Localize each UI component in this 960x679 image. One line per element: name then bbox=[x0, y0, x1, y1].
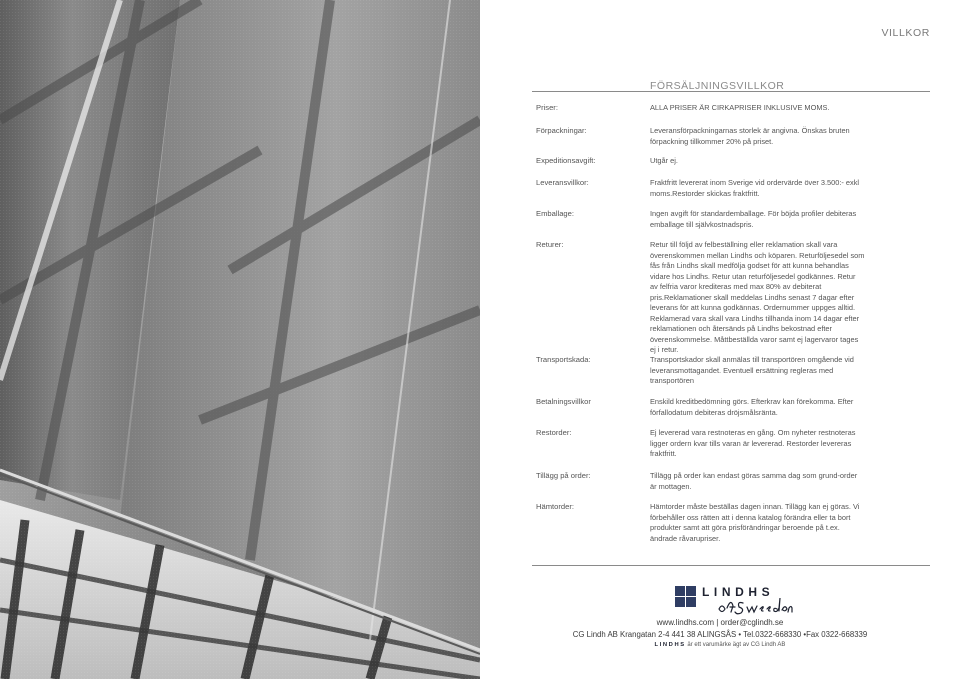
term-text: Enskild kreditbedömning görs. Efterkrav kan förekomma. Efter förfallodatum debiteras dröjsmålsränta. bbox=[650, 397, 854, 417]
term-text: Leveransförpackningarnas storlek är angivna. Önskas bruten förpackning tillkommer 20% på priset. bbox=[650, 126, 850, 146]
term-text: Fraktfritt levererat inom Sverige vid ordervärde över 3.500:- exkl moms.Restorder skickas fraktfritt. bbox=[650, 178, 860, 198]
term-label: Betalningsvillkor bbox=[536, 397, 591, 406]
contact-address: CG Lindh AB Krangatan 2-4 441 38 ALINGSÅS • Tel.0322-668330 •Fax 0322-668339 bbox=[572, 630, 868, 639]
logo-script-of-sweden bbox=[715, 595, 795, 617]
logo-wordmark: LINDHS bbox=[702, 585, 775, 599]
term-label: Emballage: bbox=[536, 209, 574, 218]
term-text: Ej levererad vara restnoteras en gång. Om nyheter restnoteras ligger ordern kvar tills varan är levererad. Restorder levereras fraktfritt. bbox=[650, 428, 856, 458]
term-label: Förpackningar: bbox=[536, 126, 587, 135]
section-title: FÖRSÄLJNINGSVILLKOR bbox=[650, 80, 785, 92]
term-text: Hämtorder måste beställas dagen innan. Tillägg kan ej göras. Vi förbehåller oss rätten att i denna katalog förändra eller ta bort produkter samt att göra prisförändringar beroende på t.ex. ändrade råvarupriser. bbox=[650, 502, 860, 543]
term-label: Transportskada: bbox=[536, 355, 591, 364]
contact-links: www.lindhs.com | order@cglindh.se bbox=[656, 618, 784, 627]
terms-page bbox=[480, 0, 960, 679]
term-label: Restorder: bbox=[536, 428, 572, 437]
trademark-line bbox=[480, 642, 960, 648]
footer-divider bbox=[532, 565, 930, 566]
term-text: Tillägg på order kan endast göras samma dag som grund-order är mottagen. bbox=[650, 471, 858, 491]
term-label: Leveransvillkor: bbox=[536, 178, 589, 187]
term-label: Priser: bbox=[536, 103, 558, 112]
logo-squares-icon bbox=[675, 586, 697, 608]
lindhs-logo bbox=[675, 585, 800, 615]
term-text: Ingen avgift för standardemballage. För böjda profiler debiteras emballage till självkostnadspris. bbox=[650, 209, 857, 229]
term-label: Expeditionsavgift: bbox=[536, 156, 596, 165]
page-header-title: VILLKOR bbox=[881, 27, 930, 39]
term-text: Retur till följd av felbeställning eller reklamation skall vara överenskommen mellan Lindhs och köparen. Returföljesedel som fås från Lindhs skall medfölja godset för att kunna behandlas vidare hos Lindhs. Retur utan returföljesedel godkännes. Retur av felfria varor krediteras med max 80% av debiterat pris.Reklamationer skall meddelas Lindhs senast 7 dagar efter leverans för att kunna godkännas. Ordernummer uppges alltid. Reklamerad vara skall vara Lindhs tillhanda inom 14 dagar efter reklamationen och återsänds på Lindhs bekostnad efter överenskommelse. Måttbeställda varor samt ej lagervaror tages ej i retur. bbox=[650, 240, 865, 354]
trademark-text: är ett varumärke ägt av CG Lindh AB bbox=[687, 642, 786, 648]
term-text: Utgår ej. bbox=[650, 156, 678, 165]
term-text: Transportskador skall anmälas till transportören omgående vid leveransmottagandet. Eventuell ersättning regleras med transportören bbox=[650, 355, 854, 385]
term-label: Hämtorder: bbox=[536, 502, 574, 511]
section-title-rule bbox=[532, 72, 930, 92]
term-label: Tillägg på order: bbox=[536, 471, 591, 480]
term-text: ALLA PRISER ÄR CIRKAPRISER INKLUSIVE MOMS. bbox=[650, 103, 830, 112]
trademark-brand: LINDHS bbox=[654, 642, 686, 648]
term-label: Returer: bbox=[536, 240, 564, 249]
